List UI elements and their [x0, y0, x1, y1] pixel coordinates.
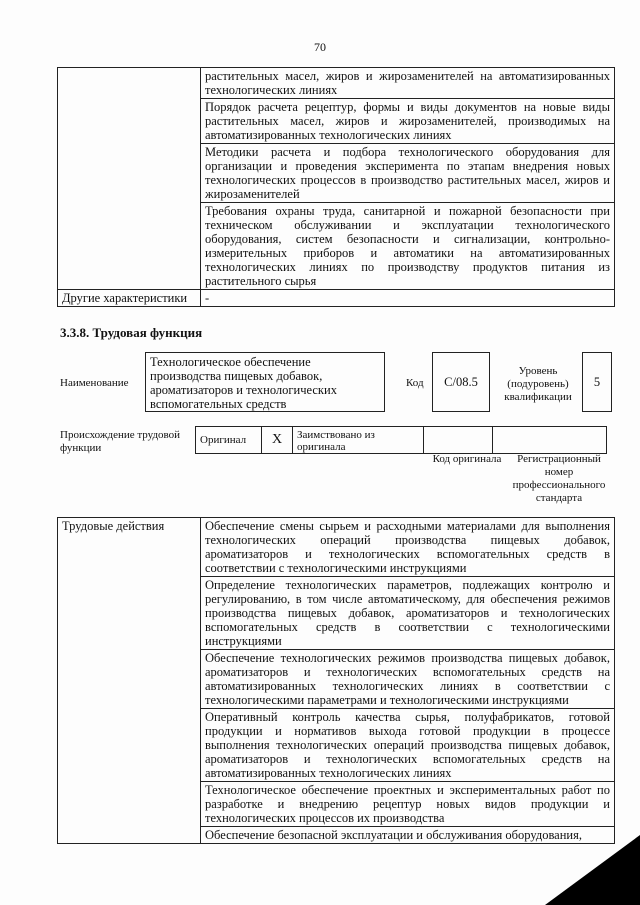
table-cell: Обеспечение смены сырьем и расходными материалами для выполнения технологических операций производства пищевых добавок, ароматизаторов и технологических вспомогательных средств в соответствии с технологическими инструкциями	[201, 518, 615, 577]
scan-corner-shadow	[545, 835, 640, 905]
table-cell: Обеспечение безопасной эксплуатации и обслуживания оборудования,	[201, 827, 615, 844]
reg-number-cell	[493, 427, 607, 454]
table-row	[58, 68, 615, 99]
section-heading: 3.3.8. Трудовая функция	[60, 325, 203, 340]
table-cell: Методики расчета и подбора технологического оборудования для организации и проведения эксперимента по этапам внедрения новых технологических процессов в производство растительных масел, жиров и жирозаменителей	[201, 144, 615, 203]
actions-table	[57, 517, 615, 844]
table-cell: Технологическое обеспечение проектных и экспериментальных работ по разработке и внедрению рецептур новых видов продукции и технологических процессов их производства	[201, 782, 615, 827]
row-label: Другие характеристики	[58, 290, 201, 307]
table-row	[58, 290, 615, 307]
original-label: Оригинал	[196, 427, 262, 454]
table-cell: Требования охраны труда, санитарной и пожарной безопасности при техническом обслуживании и эксплуатации технологического оборудования, систем безопасности и сигнализации, контрольно-измерительных приборов и автоматики на автоматизированных технологических линиях по производству продуктов питания из растительного сырья	[201, 203, 615, 290]
code-label: Код	[406, 377, 424, 389]
reg-caption: Регистрационный номер профессионального стандарта	[512, 453, 606, 504]
table-cell: Обеспечение технологических режимов производства пищевых добавок, ароматизаторов и технологических вспомогательных средств на автоматизированных технологических линиях в соответствии с технологическими параметрами и технологическими инструкциями	[201, 650, 615, 709]
table-cell: растительных масел, жиров и жирозаменителей на автоматизированных технологических линиях	[201, 68, 615, 99]
original-mark: X	[262, 427, 293, 454]
origin-label: Происхождение трудовой функции	[60, 429, 181, 454]
page-number: 70	[314, 40, 326, 54]
function-code: C/08.5	[432, 352, 490, 412]
name-label: Наименование	[60, 377, 129, 389]
row-label	[58, 68, 201, 290]
level-label: Уровень (подуровень) квалификации	[504, 365, 572, 403]
table-cell: Порядок расчета рецептур, формы и виды документов на новые виды растительных масел, жиров и жирозаменителей, производимых на автоматизированных технологических линиях	[201, 99, 615, 144]
borrowed-label: Заимствовано из оригинала	[293, 427, 424, 454]
table-row	[58, 518, 615, 577]
origin-table	[195, 426, 607, 454]
table-cell: Оперативный контроль качества сырья, полуфабрикатов, готовой продукции и нормативов выхода готовой продукции в процессе выполнения технологических операций производства пищевых добавок, ароматизаторов и технологических вспомогательных средств на автоматизированных технологических линиях	[201, 709, 615, 782]
function-name: Технологическое обеспечение производства пищевых добавок, ароматизаторов и технологических вспомогательных средств	[145, 352, 385, 412]
qualification-level: 5	[582, 352, 612, 412]
code-caption: Код оригинала	[432, 453, 502, 465]
table-cell: -	[201, 290, 615, 307]
original-code-cell	[424, 427, 493, 454]
table-row	[196, 427, 607, 454]
knowledge-table	[57, 67, 615, 307]
table-cell: Определение технологических параметров, подлежащих контролю и регулированию, в том числе автоматическому, для обеспечения режимов производства пищевых добавок, ароматизаторов и технологических вспомогательных средств в соответствии с технологическими инструкциями	[201, 577, 615, 650]
row-label: Трудовые действия	[58, 518, 201, 844]
